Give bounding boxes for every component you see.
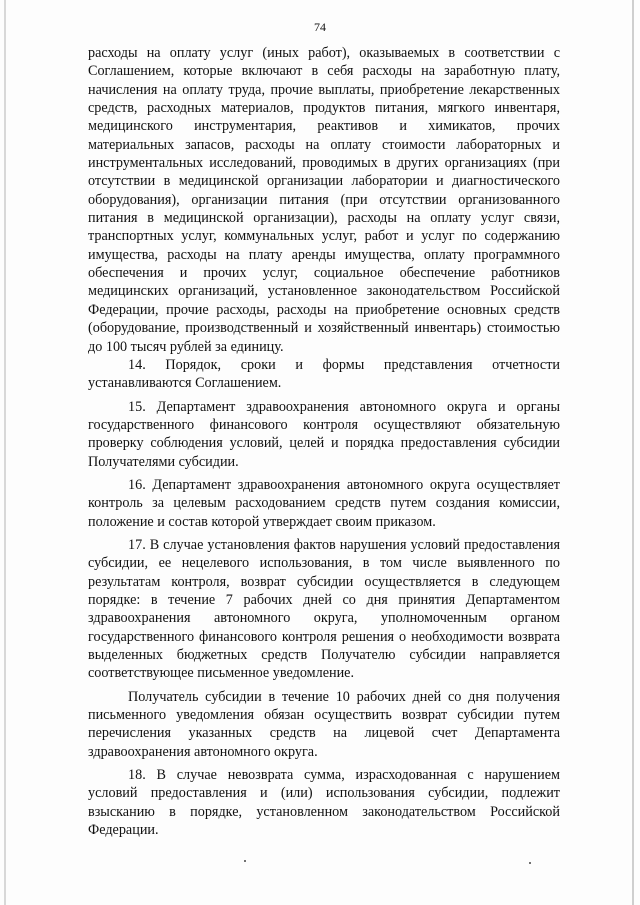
scan-edge-right — [632, 0, 634, 905]
paragraph-16: 16. Департамент здравоохранения автономного округа осуществляет контроль за целевым расходованием средств путем создания комиссии, положение и состав которой утверждает своим приказом. — [88, 476, 560, 530]
page-number: 74 — [314, 20, 326, 34]
paragraph-17: 17. В случае установления фактов нарушения условий предоставления субсидии, ее нецелевого использования, в том числе выявленного по результатам контроля, возврат субсидии осуществляется в следующем порядке: в течение 7 рабочих дней со дня принятия Департаментом здравоохранения автономного округа, уполномоченным органом государственного финансового контроля решения о необходимости возврата выделенных бюджетных средств Получателю субсидии направляется соответствующее письменное уведомление. — [88, 536, 560, 682]
paragraph-15: 15. Департамент здравоохранения автономного округа и органы государственного финансового контроля осуществляют обязательную проверку соблюдения условий, целей и порядка предоставления субсидии Получателями субсидии. — [88, 398, 560, 470]
scan-speck — [244, 860, 246, 862]
scan-speck — [529, 862, 531, 864]
paragraph-expenses-list: расходы на оплату услуг (иных работ), оказываемых в соответствии с Соглашением, которые включают в себя расходы на заработную плату, начисления на оплату труда, прочие выплаты, приобретение лекарственных средств, расходных материалов, продуктов питания, мягкого инвентаря, медицинского инструментария, реактивов и химикатов, прочих материальных запасов, расходы на оплату стоимости лабораторных и инструментальных исследований, проводимых в других организациях (при отсутствии в медицинской организации лаборатории и диагностического оборудования), организации питания (при отсутствии организованного питания в медицинской организации), расходы на оплату услуг связи, транспортных услуг, коммунальных услуг, работ и услуг по содержанию имущества, расходы на плату аренды имущества, оплату программного обеспечения и прочих услуг, социальное обеспечение работников медицинских организаций, установленное законодательством Российской Федерации, прочие расходы, расходы на приобретение основных средств (оборудование, производственный и хозяйственный инвентарь) стоимостью до 100 тысяч рублей за единицу. — [88, 45, 560, 355]
paragraph-14: 14. Порядок, сроки и формы представления отчетности устанавливаются Соглашением. — [88, 356, 560, 392]
paragraph-17-return: Получатель субсидии в течение 10 рабочих дней со дня получения письменного уведомления обязан осуществить возврат субсидии путем перечисления указанных средств на лицевой счет Департамента здравоохранения автономного округа. — [88, 688, 560, 760]
paragraph-18: 18. В случае невозврата сумма, израсходованная с нарушением условий предоставления и (или) использования субсидии, подлежит взысканию в порядке, установленном законодательством Российской Федерации. — [88, 767, 560, 839]
document-body — [88, 44, 560, 839]
scan-edge-left — [4, 0, 6, 905]
